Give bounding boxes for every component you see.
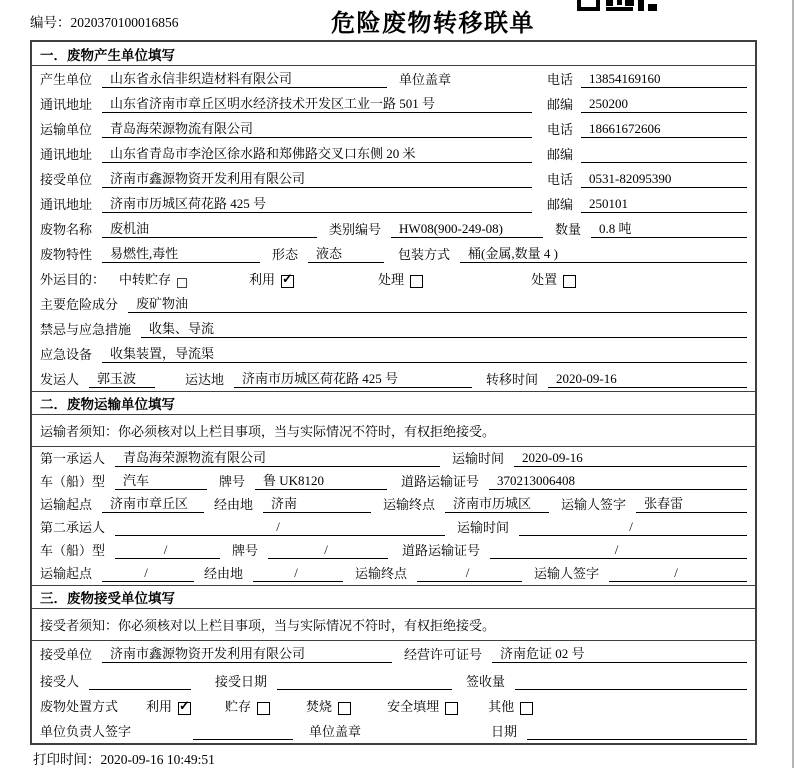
waste-qty-label: 数量 xyxy=(555,222,582,237)
disposal-other-label: 其他 xyxy=(488,699,515,714)
transport-zip-value xyxy=(581,162,747,163)
hazard-components-value: 废矿物油 xyxy=(128,296,747,313)
first-carrier-value: 青岛海荣源物流有限公司 xyxy=(115,450,440,467)
row-accept-unit xyxy=(32,641,755,666)
sender-value: 郭玉波 xyxy=(89,371,155,388)
row-receiver-address xyxy=(32,191,755,216)
purpose-dispose-checkbox xyxy=(563,275,576,288)
producer-zip-label: 邮编 xyxy=(547,97,574,112)
page-right-edge xyxy=(792,0,794,768)
accept-unit-label: 接受单位 xyxy=(40,647,93,662)
second-transport-time-value: / xyxy=(519,519,747,536)
producer-zip-value: 250200 xyxy=(581,96,747,113)
second-route-start-label: 运输起点 xyxy=(40,566,93,581)
second-route-start-value: / xyxy=(102,565,194,582)
transfer-time-label: 转移时间 xyxy=(486,372,539,387)
transport-zip-group xyxy=(547,147,747,163)
disposal-landfill-label: 安全填埋 xyxy=(387,699,440,714)
first-vehicle-type-value: 汽车 xyxy=(115,473,207,490)
first-route-end-label: 运输终点 xyxy=(383,497,436,512)
responsible-sign-label: 单位负责人签字 xyxy=(40,724,132,739)
transfer-time-value: 2020-09-16 xyxy=(548,371,747,388)
transport-phone-label: 电话 xyxy=(547,122,574,137)
disposal-landfill-checkbox xyxy=(445,702,458,715)
second-route-end-label: 运输终点 xyxy=(355,566,408,581)
first-vehicle-type-label: 车（船）型 xyxy=(40,474,106,489)
second-transport-time-label: 运输时间 xyxy=(457,520,510,535)
serial-label: 编号： xyxy=(30,15,71,30)
waste-category-label: 类别编号 xyxy=(329,222,382,237)
first-carrier-label: 第一承运人 xyxy=(40,451,106,466)
disposal-store-checkbox xyxy=(257,702,270,715)
waste-name-value: 废机油 xyxy=(102,221,317,238)
row-accept-person xyxy=(32,666,755,693)
packaging-label: 包装方式 xyxy=(398,247,451,262)
taboo-measures-label: 禁忌与应急措施 xyxy=(40,322,132,337)
receiver-unit-value: 济南市鑫源物资开发利用有限公司 xyxy=(102,171,532,188)
manifest-table xyxy=(30,40,757,745)
receiver-address-value: 济南市历城区荷花路 425 号 xyxy=(102,196,532,213)
first-route-start-label: 运输起点 xyxy=(40,497,93,512)
producer-phone-group xyxy=(547,71,747,88)
sign-date-label: 日期 xyxy=(491,724,518,739)
row-sender xyxy=(32,366,755,391)
first-carrier-sign-value: 张春雷 xyxy=(636,496,747,513)
transport-zip-label: 邮编 xyxy=(547,147,574,162)
print-time-label: 打印时间： xyxy=(33,752,101,767)
disposal-other-checkbox xyxy=(520,702,533,715)
unit-seal-label: 单位盖章 xyxy=(399,72,452,87)
qr-code-icon xyxy=(577,0,661,11)
receiver-zip-value: 250101 xyxy=(581,196,747,213)
purpose-option-use-label: 利用 xyxy=(249,272,276,287)
producer-zip-group xyxy=(547,96,747,113)
license-value: 济南危证 02 号 xyxy=(492,646,747,663)
row-first-vehicle xyxy=(32,470,755,493)
first-via-value: 济南 xyxy=(263,496,371,513)
first-road-cert-value: 370213006408 xyxy=(489,473,747,490)
first-road-cert-label: 道路运输证号 xyxy=(401,474,480,489)
responsible-sign-value xyxy=(193,739,293,740)
row-waste-name xyxy=(32,216,755,241)
producer-phone-label: 电话 xyxy=(547,72,574,87)
purpose-option-storage-label: 中转贮存 xyxy=(119,272,172,287)
row-producer-address xyxy=(32,91,755,116)
disposal-store-label: 贮存 xyxy=(225,699,252,714)
transport-unit-label: 运输单位 xyxy=(40,122,93,137)
receiver-phone-group xyxy=(547,171,747,188)
row-first-route xyxy=(32,493,755,516)
disposal-use-checkbox xyxy=(178,702,191,715)
receiver-address-label: 通讯地址 xyxy=(40,197,93,212)
purpose-storage-checkbox xyxy=(177,278,187,288)
first-via-label: 经由地 xyxy=(214,497,254,512)
transport-address-label: 通讯地址 xyxy=(40,147,93,162)
license-label: 经营许可证号 xyxy=(404,647,483,662)
first-transport-time-value: 2020-09-16 xyxy=(514,450,747,467)
destination-label: 运达地 xyxy=(185,372,225,387)
second-plate-value: / xyxy=(268,542,388,559)
purpose-option-treat-label: 处理 xyxy=(378,272,405,287)
row-transfer-purpose xyxy=(32,266,755,291)
receiver-zip-group xyxy=(547,196,747,213)
producer-unit-value: 山东省永信非织造材料有限公司 xyxy=(102,71,387,88)
serial-number: 2020370100016856 xyxy=(70,15,179,30)
receiver-zip-label: 邮编 xyxy=(547,197,574,212)
waste-form-label: 形态 xyxy=(272,247,299,262)
disposal-burn-label: 焚烧 xyxy=(306,699,333,714)
receiver-phone-label: 电话 xyxy=(547,172,574,187)
second-vehicle-type-label: 车（船）型 xyxy=(40,543,106,558)
second-via-label: 经由地 xyxy=(204,566,244,581)
first-route-end-value: 济南市历城区 xyxy=(445,496,549,513)
second-via-value: / xyxy=(253,565,343,582)
serial-line xyxy=(30,11,179,31)
receiver-notice: 接受者须知：你必须核对以上栏目事项，当与实际情况不符时，有权拒绝接受。 xyxy=(32,609,755,641)
print-time-line xyxy=(33,748,215,768)
waste-name-label: 废物名称 xyxy=(40,222,93,237)
purpose-treat-checkbox xyxy=(410,275,423,288)
sign-date-value xyxy=(527,739,747,740)
accept-date-value xyxy=(277,689,452,690)
receiver-unit-label: 接受单位 xyxy=(40,172,93,187)
purpose-option-dispose-label: 处置 xyxy=(531,272,558,287)
disposal-method-label: 废物处置方式 xyxy=(40,699,119,714)
row-producer-unit xyxy=(32,66,755,91)
row-disposal-method xyxy=(32,693,755,718)
row-transport-unit xyxy=(32,116,755,141)
receiver-phone-value: 0531-82095390 xyxy=(581,171,747,188)
row-first-carrier xyxy=(32,447,755,470)
taboo-measures-value: 收集、导流 xyxy=(141,321,747,338)
row-second-carrier xyxy=(32,516,755,539)
second-road-cert-label: 道路运输证号 xyxy=(402,543,481,558)
transport-phone-value: 18661672606 xyxy=(581,121,747,138)
section2-header: 二．废物运输单位填写 xyxy=(32,391,755,415)
emergency-equipment-label: 应急设备 xyxy=(40,347,93,362)
row-second-vehicle xyxy=(32,539,755,562)
print-time-value: 2020-09-16 10:49:51 xyxy=(100,752,215,767)
accept-unit-value: 济南市鑫源物资开发利用有限公司 xyxy=(102,646,392,663)
receipt-qty-value xyxy=(515,689,747,690)
unit-seal2-label: 单位盖章 xyxy=(309,724,362,739)
waste-property-value: 易燃性,毒性 xyxy=(102,246,260,263)
row-hazard-components xyxy=(32,291,755,316)
producer-address-value: 山东省济南市章丘区明水经济技术开发区工业一路 501 号 xyxy=(102,96,532,113)
second-carrier-sign-label: 运输人签字 xyxy=(534,566,600,581)
waste-form-value: 液态 xyxy=(308,246,384,263)
row-waste-property xyxy=(32,241,755,266)
row-responsible-sign xyxy=(32,718,755,743)
section3-header: 三．废物接受单位填写 xyxy=(32,585,755,609)
waste-category-value: HW08(900-249-08) xyxy=(391,221,543,238)
disposal-use-label: 利用 xyxy=(146,699,173,714)
row-second-route xyxy=(32,562,755,585)
waste-property-label: 废物特性 xyxy=(40,247,93,262)
transport-phone-group xyxy=(547,121,747,138)
producer-phone-value: 13854169160 xyxy=(581,71,747,88)
section1-header: 一．废物产生单位填写 xyxy=(32,42,755,66)
first-route-start-value: 济南市章丘区 xyxy=(102,496,204,513)
accept-person-value xyxy=(89,689,191,690)
accept-person-label: 接受人 xyxy=(40,674,80,689)
purpose-use-checkbox xyxy=(281,275,294,288)
accept-date-label: 接受日期 xyxy=(215,674,268,689)
first-carrier-sign-label: 运输人签字 xyxy=(561,497,627,512)
transport-address-value: 山东省青岛市李沧区徐水路和郑佛路交叉口东侧 20 米 xyxy=(102,146,532,163)
second-route-end-value: / xyxy=(417,565,522,582)
second-plate-label: 牌号 xyxy=(232,543,259,558)
second-carrier-value: / xyxy=(115,519,445,536)
second-road-cert-value: / xyxy=(490,542,747,559)
producer-address-label: 通讯地址 xyxy=(40,97,93,112)
first-transport-time-label: 运输时间 xyxy=(452,451,505,466)
second-vehicle-type-value: / xyxy=(115,542,220,559)
destination-value: 济南市历城区荷花路 425 号 xyxy=(234,371,472,388)
waste-qty-value: 0.8 吨 xyxy=(591,221,747,238)
row-taboo-measures xyxy=(32,316,755,341)
receipt-qty-label: 签收量 xyxy=(466,674,506,689)
first-plate-value: 鲁 UK8120 xyxy=(255,473,387,490)
row-receiver-unit xyxy=(32,166,755,191)
second-carrier-sign-value: / xyxy=(609,565,747,582)
first-plate-label: 牌号 xyxy=(219,474,246,489)
transport-unit-value: 青岛海荣源物流有限公司 xyxy=(102,121,532,138)
producer-unit-label: 产生单位 xyxy=(40,72,93,87)
second-carrier-label: 第二承运人 xyxy=(40,520,106,535)
transfer-purpose-label: 外运目的： xyxy=(40,272,106,287)
hazard-components-label: 主要危险成分 xyxy=(40,297,119,312)
emergency-equipment-value: 收集装置，导流渠 xyxy=(102,346,747,363)
sender-label: 发运人 xyxy=(40,372,80,387)
row-transport-address xyxy=(32,141,755,166)
page-title: 危险废物转移联单 xyxy=(331,11,535,37)
row-emergency-equipment xyxy=(32,341,755,366)
packaging-value: 桶(金属,数量 4 ) xyxy=(460,246,747,263)
disposal-burn-checkbox xyxy=(338,702,351,715)
transporter-notice: 运输者须知：你必须核对以上栏目事项，当与实际情况不符时，有权拒绝接受。 xyxy=(32,415,755,447)
